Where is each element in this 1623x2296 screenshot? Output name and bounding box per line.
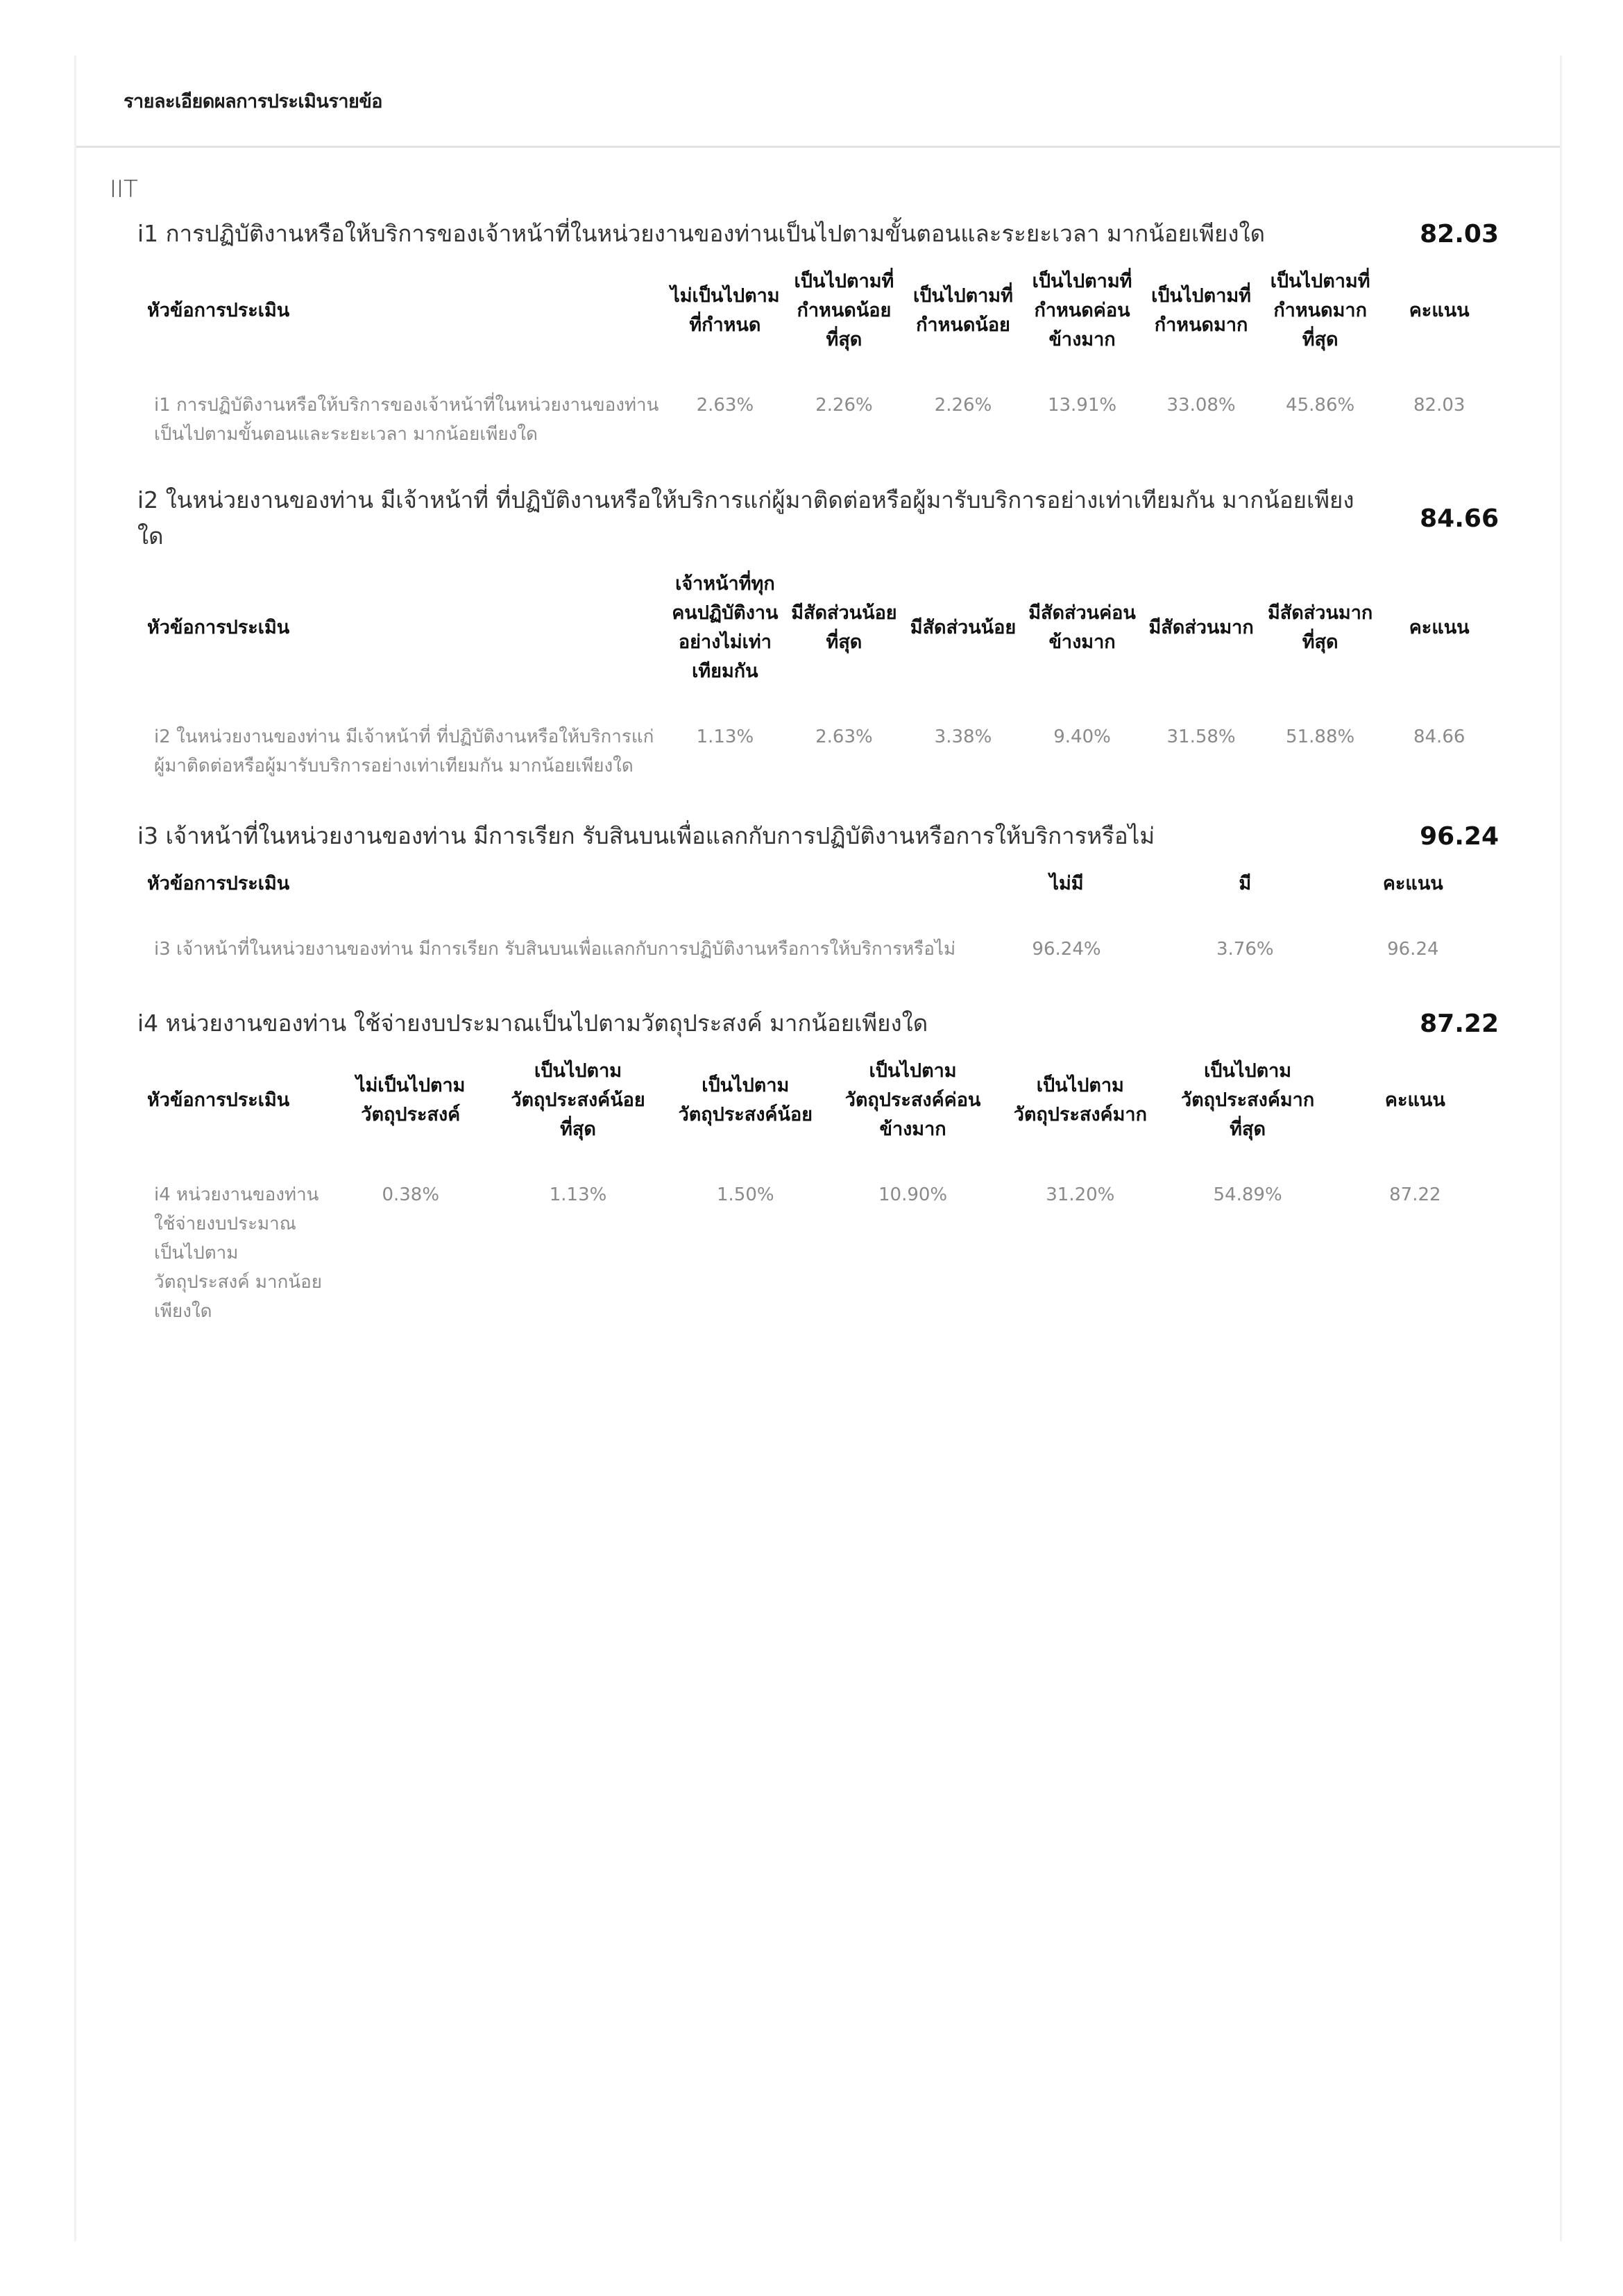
question-block-i2: [137, 482, 1499, 794]
column-header: เป็นไปตามที่กำหนดค่อนข้างมาก: [1032, 271, 1132, 350]
column-header: ไม่เป็นไปตามวัตถุประสงค์: [356, 1075, 466, 1125]
assessment-detail-card: [74, 56, 1562, 2241]
table-header-row: [137, 862, 1499, 919]
table-row: [137, 1165, 1499, 1340]
column-header: มีสัดส่วนน้อย: [910, 617, 1017, 638]
question-title: i2 ในหน่วยงานของท่าน มีเจ้าหน้าที่ ที่ปฏิบัติงานหรือให้บริการแก่ผู้มาติดต่อหรือผู้มารับบริการอย่างเท่าเทียมกัน มากน้อยเพียงใด: [137, 486, 1354, 550]
column-header: เจ้าหน้าที่ทุกคนปฏิบัติงานอย่างไม่เท่าเทียมกัน: [672, 573, 779, 682]
table-row: [137, 375, 1499, 463]
question-score: 84.66: [1420, 504, 1499, 533]
question-header: [137, 1005, 1499, 1041]
column-header: มีสัดส่วนน้อยที่สุด: [791, 602, 897, 653]
column-header: มีสัดส่วนมากที่สุด: [1268, 602, 1373, 653]
question-block-i4: [137, 1005, 1499, 1340]
row-value: 31.58%: [1166, 726, 1236, 747]
row-value: 3.38%: [934, 726, 992, 747]
column-header-score: คะแนน: [1382, 873, 1443, 894]
table-header-row: [137, 563, 1499, 707]
card-body: [76, 148, 1560, 1340]
row-value: 2.26%: [815, 395, 873, 416]
column-header: เป็นไปตามวัตถุประสงค์มาก: [1013, 1075, 1147, 1125]
row-score: 82.03: [1413, 395, 1465, 416]
question-header: [137, 482, 1499, 554]
column-header: เป็นไปตามวัตถุประสงค์ค่อนข้างมาก: [844, 1060, 981, 1140]
column-header: เป็นไปตามที่กำหนดน้อยที่สุด: [794, 271, 894, 350]
column-header-topic: หัวข้อการประเมิน: [147, 617, 290, 638]
column-header-score: คะแนน: [1409, 617, 1470, 638]
row-score: 84.66: [1413, 726, 1465, 747]
question-score: 96.24: [1420, 822, 1499, 851]
row-topic: i3 เจ้าหน้าที่ในหน่วยงานของท่าน มีการเรียก รับสินบนเพื่อแลกกับการปฏิบัติงานหรือการให้บริการหรือไม่: [154, 939, 956, 960]
row-value: 2.63%: [696, 395, 754, 416]
row-value: 2.63%: [815, 726, 873, 747]
question-block-i1: [137, 216, 1499, 463]
row-value: 9.40%: [1053, 726, 1111, 747]
row-value: 1.13%: [696, 726, 754, 747]
row-score: 96.24: [1387, 939, 1439, 960]
question-title: i4 หน่วยงานของท่าน ใช้จ่ายงบประมาณเป็นไปตามวัตถุประสงค์ มากน้อยเพียงใด: [137, 1010, 928, 1037]
column-header-topic: หัวข้อการประเมิน: [147, 1089, 290, 1111]
question-score: 87.22: [1420, 1009, 1499, 1038]
card-header: [76, 56, 1560, 148]
column-header: เป็นไปตามที่กำหนดน้อย: [913, 285, 1013, 336]
result-table: [137, 862, 1499, 978]
column-header: มี: [1239, 873, 1252, 894]
question-header: [137, 818, 1499, 854]
row-value: 10.90%: [878, 1184, 948, 1205]
column-header: ไม่เป็นไปตามที่กำหนด: [670, 285, 780, 336]
column-header-topic: หัวข้อการประเมิน: [147, 873, 290, 894]
table-row: [137, 919, 1499, 978]
column-header: เป็นไปตามวัตถุประสงค์น้อยที่สุด: [511, 1060, 645, 1140]
column-header-score: คะแนน: [1384, 1089, 1445, 1111]
row-value: 1.13%: [549, 1184, 607, 1205]
result-table: [137, 563, 1499, 794]
question-header: [137, 216, 1499, 252]
question-title: i1 การปฏิบัติงานหรือให้บริการของเจ้าหน้าที่ในหน่วยงานของท่านเป็นไปตามขั้นตอนและระยะเวลา มากน้อยเพียงใด: [137, 220, 1266, 247]
row-value: 2.26%: [934, 395, 992, 416]
question-score: 82.03: [1420, 219, 1499, 248]
row-value: 31.20%: [1046, 1184, 1115, 1205]
row-value: 13.91%: [1047, 395, 1117, 416]
column-header: มีสัดส่วนมาก: [1148, 617, 1254, 638]
row-value: 96.24%: [1032, 939, 1101, 960]
group-label: IIT: [110, 176, 138, 203]
column-header-score: คะแนน: [1409, 300, 1470, 321]
row-value: 45.86%: [1286, 395, 1355, 416]
question-block-i3: [137, 818, 1499, 978]
row-topic: i2 ในหน่วยงานของท่าน มีเจ้าหน้าที่ ที่ปฏิบัติงานหรือให้บริการแก่ผู้มาติดต่อหรือผู้มารับบริการอย่างเท่าเทียมกัน มากน้อยเพียงใด: [154, 726, 654, 776]
table-header-row: [137, 260, 1499, 375]
column-header-topic: หัวข้อการประเมิน: [147, 300, 290, 321]
column-header: มีสัดส่วนค่อนข้างมาก: [1028, 602, 1136, 653]
column-header: เป็นไปตามที่กำหนดมาก: [1151, 285, 1251, 336]
row-value: 51.88%: [1286, 726, 1355, 747]
table-header-row: [137, 1050, 1499, 1165]
column-header: เป็นไปตามวัตถุประสงค์น้อย: [678, 1075, 813, 1125]
result-table: [137, 1050, 1499, 1340]
row-value: 3.76%: [1216, 939, 1274, 960]
row-value: 1.50%: [716, 1184, 774, 1205]
column-header: เป็นไปตามวัตถุประสงค์มากที่สุด: [1180, 1060, 1315, 1140]
row-value: 54.89%: [1213, 1184, 1282, 1205]
question-title: i3 เจ้าหน้าที่ในหน่วยงานของท่าน มีการเรียก รับสินบนเพื่อแลกกับการปฏิบัติงานหรือการให้บริการหรือไม่: [137, 822, 1155, 849]
column-header: เป็นไปตามที่กำหนดมากที่สุด: [1270, 271, 1370, 350]
row-topic: i1 การปฏิบัติงานหรือให้บริการของเจ้าหน้าที่ในหน่วยงานของท่านเป็นไปตามขั้นตอนและระยะเวลา มากน้อยเพียงใด: [154, 395, 659, 445]
table-row: [137, 707, 1499, 794]
row-value: 33.08%: [1166, 395, 1236, 416]
row-value: 0.38%: [382, 1184, 440, 1205]
column-header: ไม่มี: [1049, 873, 1084, 894]
result-table: [137, 260, 1499, 463]
card-title: รายละเอียดผลการประเมินรายข้อ: [124, 90, 382, 112]
row-score: 87.22: [1389, 1184, 1441, 1205]
row-topic: i4 หน่วยงานของท่าน ใช้จ่ายงบประมาณเป็นไปตามวัตถุประสงค์ มากน้อยเพียงใด: [154, 1184, 322, 1322]
